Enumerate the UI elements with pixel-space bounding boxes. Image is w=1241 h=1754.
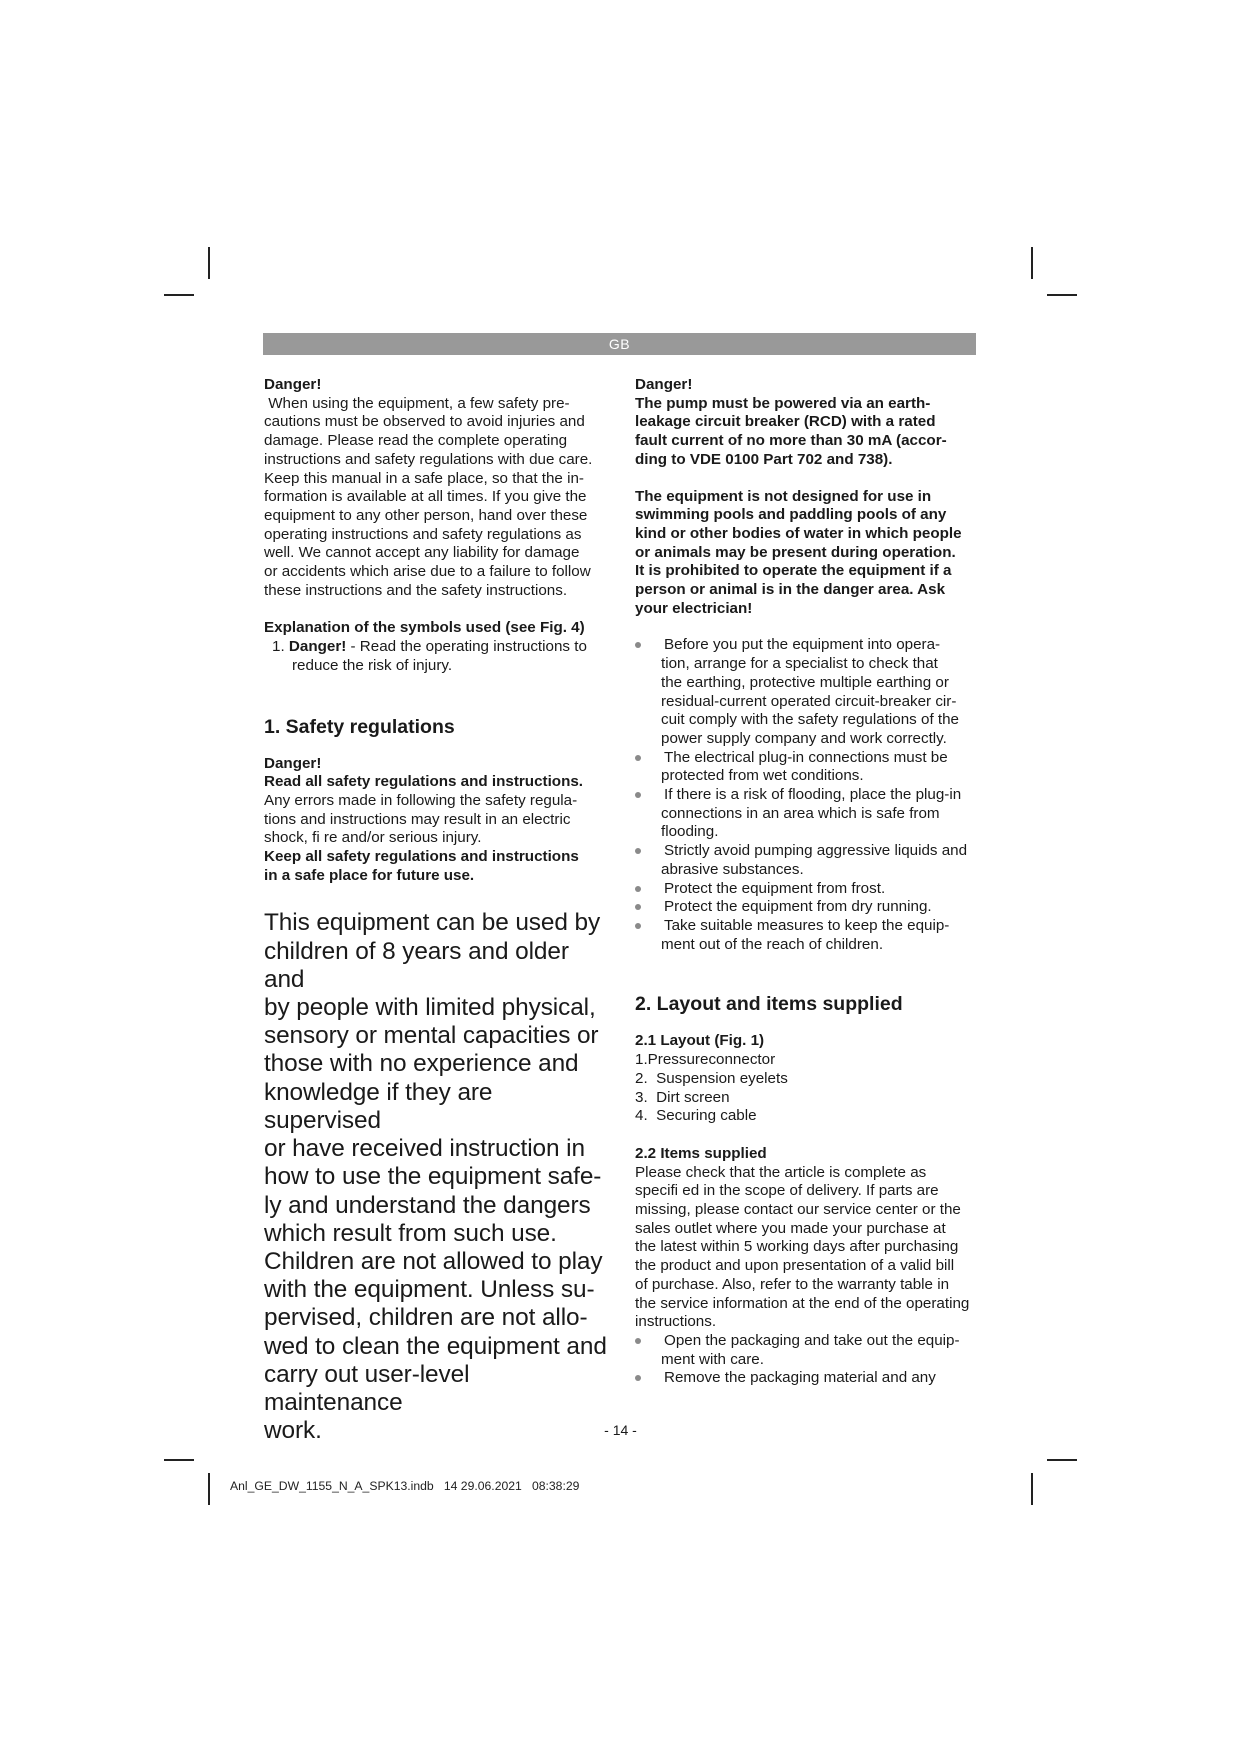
pools-warning	[635, 488, 980, 619]
text-line: ment with care.	[661, 1350, 764, 1368]
children-usage-notice	[264, 909, 614, 1445]
bullet-icon	[635, 904, 641, 910]
text-line: with the equipment. Unless su-	[264, 1276, 595, 1304]
text-line: The pump must be powered via an earth-	[635, 394, 931, 412]
text-line: protected from wet conditions.	[661, 767, 864, 785]
symbol-item	[264, 638, 614, 657]
text-line: power supply company and work correctly.	[661, 729, 947, 747]
list-item	[635, 749, 980, 786]
text-line: cuit comply with the safety regulations of the	[661, 711, 959, 729]
crop-mark	[1031, 247, 1033, 279]
page-number: - 14 -	[604, 1422, 637, 1438]
text-line: It is prohibited to operate the equipment if a	[635, 562, 952, 580]
text-line: connections in an area which is safe from	[661, 804, 940, 822]
crop-mark	[208, 1473, 210, 1505]
text-line: or have received instruction in	[264, 1135, 585, 1163]
text-line: sales outlet where you made your purchase at	[635, 1219, 946, 1237]
crop-mark	[164, 1459, 194, 1461]
danger-heading: Danger!	[264, 754, 322, 772]
bullet-icon	[635, 755, 641, 761]
bullet-icon	[635, 1338, 641, 1344]
list-item: 2. Suspension eyelets	[635, 1069, 788, 1087]
item-number: 1.	[272, 638, 285, 656]
unpacking-bullet-list	[635, 1332, 980, 1388]
list-item: 1.Pressureconnector	[635, 1051, 776, 1069]
read-instructions-warning: Read all safety regulations and instructions.	[264, 773, 584, 791]
text-line: work.	[264, 1417, 322, 1445]
text-line: those with no experience and	[264, 1050, 579, 1078]
text-line: The electrical plug-in connections must be	[664, 748, 948, 766]
text-line: or animals may be present during operation.	[635, 543, 956, 561]
language-code: GB	[608, 336, 631, 352]
right-column	[635, 376, 980, 1388]
list-item	[635, 1332, 980, 1369]
keep-instructions-warning: Keep all safety regulations and instructions	[264, 848, 579, 866]
item-text: - Read the operating instructions to	[346, 638, 587, 656]
text-line: carry out user-level maintenance	[264, 1360, 470, 1416]
text-line: Children are not allowed to play	[264, 1247, 603, 1275]
left-column	[264, 376, 614, 1445]
text-line: Protect the equipment from dry running.	[664, 898, 932, 916]
crop-mark	[208, 247, 210, 279]
text-line: swimming pools and paddling pools of any	[635, 506, 947, 524]
crop-mark	[164, 294, 194, 296]
list-item	[635, 1369, 980, 1388]
text-line: Open the packaging and take out the equip-	[664, 1331, 960, 1349]
text-line: When using the equipment, a few safety pre-	[264, 394, 570, 412]
list-item	[635, 786, 980, 842]
text-line: equipment to any other person, hand over these	[264, 506, 588, 524]
text-line: formation is available at all times. If you give the	[264, 488, 587, 506]
list-item: 3. Dirt screen	[635, 1088, 730, 1106]
text-line: Protect the equipment from frost.	[664, 879, 886, 897]
danger-heading: Danger!	[264, 376, 322, 393]
list-item	[635, 880, 980, 899]
text-line: the earthing, protective multiple earthing or	[661, 673, 949, 691]
text-line: Please check that the article is complete as	[635, 1163, 927, 1181]
bullet-icon	[635, 642, 641, 648]
text-line: Before you put the equipment into opera-	[664, 636, 941, 654]
text-line: ding to VDE 0100 Part 702 and 738).	[635, 450, 893, 468]
text-line: abrasive substances.	[661, 860, 804, 878]
text-line: the product and upon presentation of a valid bill	[635, 1257, 955, 1275]
item-lead: Danger!	[288, 638, 347, 656]
text-line: tions and instructions may result in an electric	[264, 810, 571, 828]
rcd-warning	[635, 395, 980, 470]
text-line: the latest within 5 working days after purchasing	[635, 1238, 959, 1256]
print-file-info: Anl_GE_DW_1155_N_A_SPK13.indb 14 29.06.2021 08:38:29	[230, 1479, 580, 1493]
items-supplied-subheading: 2.2 Items supplied	[635, 1144, 767, 1162]
text-line: Strictly avoid pumping aggressive liquids and	[664, 842, 968, 860]
text-line: cautions must be observed to avoid injuries and	[264, 413, 585, 431]
language-header-bar	[263, 333, 976, 355]
text-line: shock, fi re and/or serious injury.	[264, 829, 482, 847]
text-line: Take suitable measures to keep the equip-	[664, 916, 950, 934]
text-line: leakage circuit breaker (RCD) with a rated	[635, 413, 936, 431]
bullet-icon	[635, 848, 641, 854]
text-line: tion, arrange for a specialist to check that	[661, 655, 938, 673]
text-line: person or animal is in the danger area. Ask	[635, 581, 946, 599]
text-line: This equipment can be used by	[264, 909, 601, 937]
layout-subheading: 2.1 Layout (Fig. 1)	[635, 1032, 765, 1050]
text-line: The equipment is not designed for use in	[635, 487, 932, 505]
list-item	[635, 636, 980, 748]
text-line: pervised, children are not allo-	[264, 1304, 588, 1332]
text-line: fault current of no more than 30 mA (accor-	[635, 432, 947, 450]
text-line: specifi ed in the scope of delivery. If parts are	[635, 1182, 939, 1200]
text-line: Any errors made in following the safety regula-	[264, 791, 578, 809]
section-2-title: 2. Layout and items supplied	[635, 993, 903, 1016]
text-line: of purchase. Also, refer to the warranty table in	[635, 1275, 950, 1293]
safety-bullet-list	[635, 636, 980, 954]
text-line: kind or other bodies of water in which people	[635, 524, 962, 542]
layout-parts-list	[635, 1051, 980, 1126]
bullet-icon	[635, 923, 641, 929]
text-line: your electrician!	[635, 599, 753, 617]
keep-instructions-warning: in a safe place for future use.	[264, 866, 475, 884]
text-line: which result from such use.	[264, 1219, 557, 1247]
text-line: ly and understand the dangers	[264, 1191, 591, 1219]
list-item: 4. Securing cable	[635, 1107, 757, 1125]
list-item	[635, 917, 980, 954]
text-line: knowledge if they are supervised	[264, 1078, 493, 1134]
text-line: sensory or mental capacities or	[264, 1022, 599, 1050]
text-line: ment out of the reach of children.	[661, 935, 884, 953]
crop-mark	[1031, 1473, 1033, 1505]
bullet-icon	[635, 792, 641, 798]
bullet-icon	[635, 1375, 641, 1381]
danger-heading: Danger!	[635, 376, 693, 393]
text-line: Keep this manual in a safe place, so that the in-	[264, 469, 584, 487]
text-line: instructions.	[635, 1313, 717, 1331]
text-line: flooding.	[661, 823, 719, 841]
section-1-title: 1. Safety regulations	[264, 715, 455, 738]
text-line: operating instructions and safety regulations as	[264, 525, 582, 543]
text-line: missing, please contact our service center or the	[635, 1201, 961, 1219]
text-line: Remove the packaging material and any	[664, 1369, 936, 1387]
symbols-heading: Explanation of the symbols used (see Fig. 4)	[264, 619, 585, 637]
item-text: reduce the risk of injury.	[292, 656, 453, 674]
text-line: damage. Please read the complete operating	[264, 432, 568, 450]
bullet-icon	[635, 886, 641, 892]
list-item	[635, 842, 980, 879]
text-line: If there is a risk of flooding, place the plug-in	[664, 786, 962, 804]
text-line: or accidents which arise due to a failure to follow	[264, 563, 591, 581]
general-safety-paragraph	[264, 395, 614, 601]
crop-mark	[1047, 294, 1077, 296]
text-line: the service information at the end of the operating	[635, 1294, 970, 1312]
text-line: children of 8 years and older and	[264, 937, 569, 993]
list-item	[635, 898, 980, 917]
text-line: well. We cannot accept any liability for damage	[264, 544, 580, 562]
text-line: instructions and safety regulations with due care.	[264, 450, 593, 468]
text-line: these instructions and the safety instructions.	[264, 581, 568, 599]
text-line: wed to clean the equipment and	[264, 1332, 607, 1360]
crop-mark	[1047, 1459, 1077, 1461]
text-line: residual-current operated circuit-breaker cir-	[661, 692, 957, 710]
text-line: by people with limited physical,	[264, 994, 596, 1022]
items-supplied-paragraph	[635, 1164, 980, 1332]
text-line: how to use the equipment safe-	[264, 1163, 602, 1191]
